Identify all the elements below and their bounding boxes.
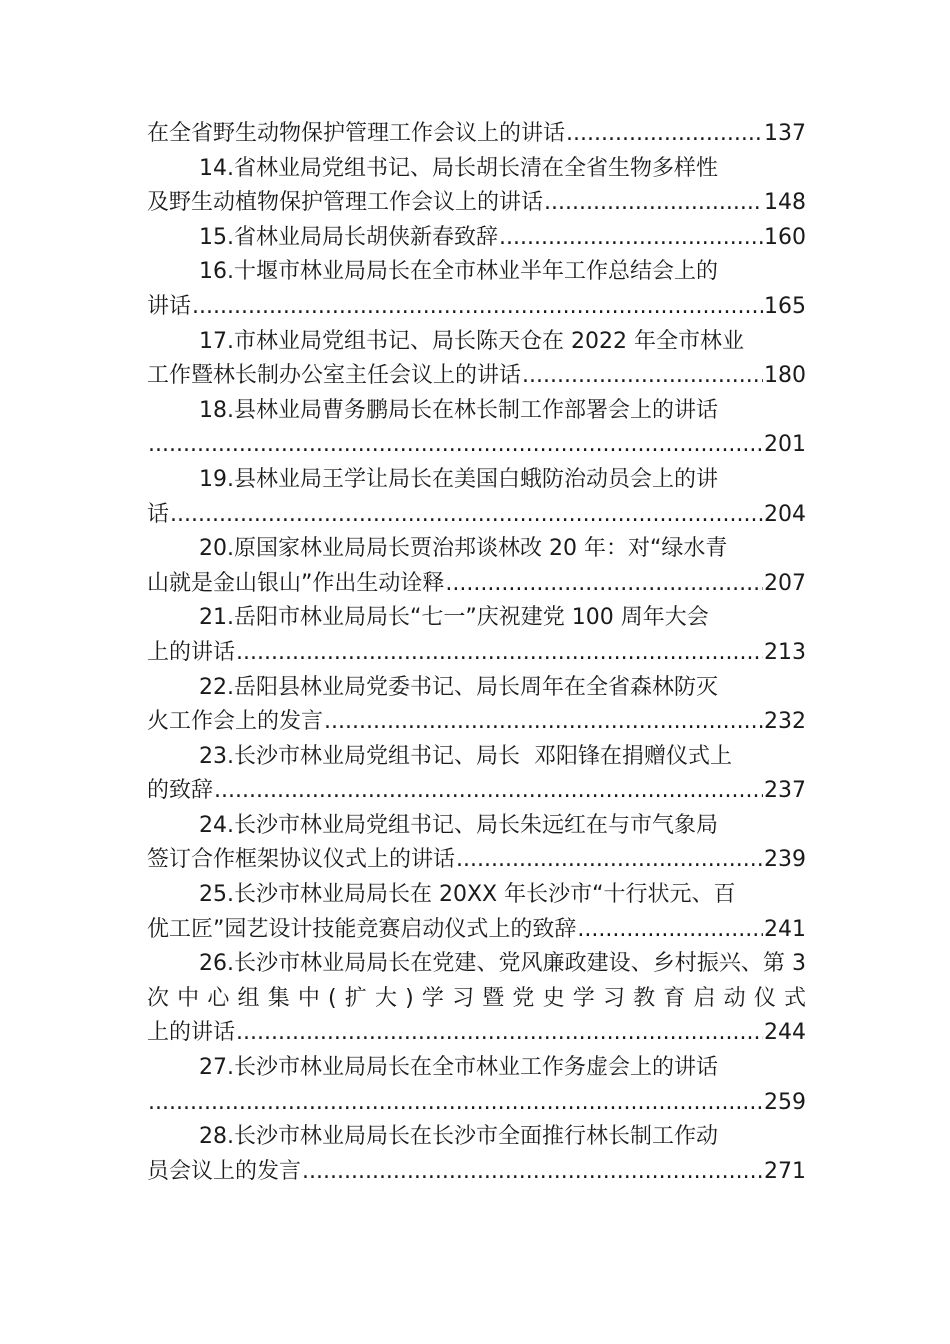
toc-entry-title-cont: 上的讲话 xyxy=(147,639,236,665)
toc-entry-title: 17.市林业局党组书记、局长陈天仓在 2022 年全市林业 xyxy=(199,328,744,354)
toc-page-number: 271 xyxy=(764,1158,806,1184)
toc-page-number: 259 xyxy=(764,1089,806,1115)
dot-leader xyxy=(499,221,763,256)
toc-entry xyxy=(147,255,806,324)
toc-page-number: 232 xyxy=(764,709,806,735)
dot-leader xyxy=(192,290,763,325)
toc-entry xyxy=(147,532,806,601)
toc-page-number: 213 xyxy=(764,639,806,665)
toc-entry xyxy=(147,947,806,1051)
toc-entry-title: 16.十堰市林业局局长在全市林业半年工作总结会上的 xyxy=(199,259,718,285)
toc-entry-title: 24.长沙市林业局党组书记、局长朱远红在与市气象局 xyxy=(199,812,718,838)
toc-entry xyxy=(147,463,806,532)
dot-leader xyxy=(456,843,763,878)
toc-entry-title: 18.县林业局曹务鹏局长在林长制工作部署会上的讲话 xyxy=(199,397,718,423)
toc-entry-title: 22.岳阳县林业局党委书记、局长周年在全省森林防灭 xyxy=(199,674,718,700)
toc-entry-title: 23.长沙市林业局党组书记、局长 邓阳锋在捐赠仪式上 xyxy=(199,743,732,769)
toc-page-number: 165 xyxy=(764,293,806,319)
toc-entry-title: 27.长沙市林业局局长在全市林业工作务虚会上的讲话 xyxy=(199,1055,718,1081)
toc-entry xyxy=(147,152,806,221)
toc-page-number: 237 xyxy=(764,778,806,804)
toc-entry xyxy=(147,1051,806,1120)
dot-leader xyxy=(522,359,763,394)
toc-entry-title-cont: 员会议上的发言 xyxy=(147,1158,302,1184)
dot-leader xyxy=(236,636,763,671)
toc-entry-title-cont: 火工作会上的发言 xyxy=(147,709,324,735)
toc-page-number: 204 xyxy=(764,501,806,527)
toc-entry xyxy=(147,325,806,394)
toc-entry-title-cont: 山就是金山银山”作出生动诠释 xyxy=(147,570,445,596)
toc-entry xyxy=(147,671,806,740)
toc-entry xyxy=(147,394,806,463)
toc-entry-title-cont: 讲话 xyxy=(147,293,192,319)
toc-page-number: 180 xyxy=(764,363,806,389)
toc-entry xyxy=(147,601,806,670)
toc-entry-title-cont: 的致辞 xyxy=(147,778,214,804)
dot-leader xyxy=(148,428,763,463)
dot-leader xyxy=(148,1086,763,1121)
dot-leader xyxy=(544,186,763,221)
dot-leader xyxy=(302,1155,763,1190)
toc-page-number: 148 xyxy=(764,190,806,216)
dot-leader xyxy=(236,1016,763,1051)
toc-entry-title: 25.长沙市林业局局长在 20XX 年长沙市“十行状元、百 xyxy=(199,882,736,908)
toc-entry-title: 21.岳阳市林业局局长“七一”庆祝建党 100 周年大会 xyxy=(199,605,709,631)
toc-entry xyxy=(147,1120,806,1189)
toc-page-number: 201 xyxy=(764,432,806,458)
toc-entry xyxy=(147,221,806,256)
toc-entry-title: 15.省林业局局长胡侠新春致辞 xyxy=(199,224,498,250)
table-of-contents xyxy=(147,117,806,1189)
toc-entry xyxy=(147,117,806,152)
toc-entry-title-cont: 优工匠”园艺设计技能竞赛启动仪式上的致辞 xyxy=(147,916,577,942)
toc-page-number: 137 xyxy=(764,121,806,146)
dot-leader xyxy=(445,567,763,602)
toc-entry-title-cont: 上的讲话 xyxy=(147,1020,236,1046)
dot-leader xyxy=(170,498,763,533)
toc-entry-title-cont: 签订合作框架协议仪式上的讲话 xyxy=(147,847,456,873)
toc-entry-title: 19.县林业局王学让局长在美国白蛾防治动员会上的讲 xyxy=(199,466,718,492)
dot-leader xyxy=(214,774,763,809)
toc-page-number: 239 xyxy=(764,847,806,873)
toc-entry xyxy=(147,878,806,947)
toc-page-number: 244 xyxy=(764,1020,806,1046)
toc-entry-title-cont: 工作暨林长制办公室主任会议上的讲话 xyxy=(147,363,522,389)
toc-entry-title: 28.长沙市林业局局长在长沙市全面推行林长制工作动 xyxy=(199,1124,718,1150)
toc-page-number: 241 xyxy=(764,916,806,942)
toc-entry-title: 20.原国家林业局局长贾治邦谈林改 20 年：对“绿水青 xyxy=(199,536,728,562)
toc-entry-title: 14.省林业局党组书记、局长胡长清在全省生物多样性 xyxy=(199,155,718,181)
toc-entry xyxy=(147,740,806,809)
toc-entry-title-cont: 及野生动植物保护管理工作会议上的讲话 xyxy=(147,190,544,216)
dot-leader xyxy=(566,117,763,152)
toc-entry-title: 26.长沙市林业局局长在党建、党风廉政建设、乡村振兴、第 3 次中心组集中(扩大)学习暨党史学习教育启动仪式 xyxy=(147,951,806,1011)
toc-entry xyxy=(147,809,806,878)
dot-leader xyxy=(577,913,763,948)
dot-leader xyxy=(324,705,763,740)
toc-entry-title: 在全省野生动物保护管理工作会议上的讲话 xyxy=(147,121,566,146)
toc-entry-title-cont: 话 xyxy=(147,501,170,527)
toc-page-number: 207 xyxy=(764,570,806,596)
toc-page-number: 160 xyxy=(764,224,806,250)
